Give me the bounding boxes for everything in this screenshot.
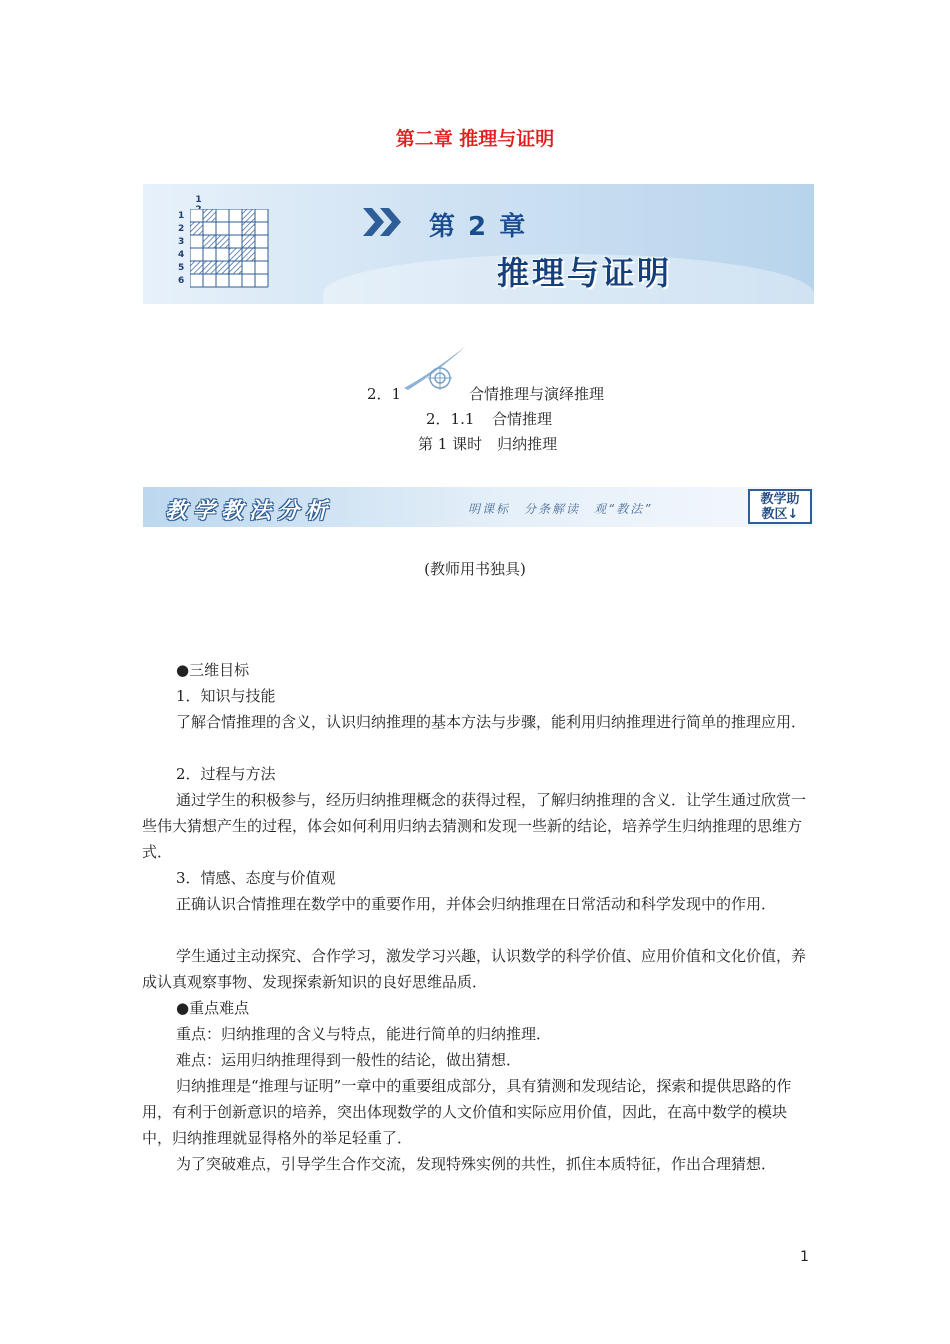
goal-3-text-2: 学生通过主动探究、合作学习，激发学习兴趣，认识数学的科学价值、应用价值和文化价值，养成认真观察事物、发现探索新知识的良好思维品质． — [142, 947, 807, 991]
chapter-title: 第二章 推理与证明 — [395, 128, 555, 150]
banner-chapter-label: 第 2 章 — [429, 212, 528, 242]
double-chevron-icon — [363, 204, 405, 240]
teacher-note: (教师用书独具) — [424, 560, 526, 578]
target-icon — [400, 344, 468, 394]
goal-2-title: 2．过程与方法 — [176, 765, 276, 783]
section-title: 合情推理与演绎推理 — [469, 385, 605, 403]
teaching-aid-box: 教学助 教区↓ — [748, 489, 812, 524]
analysis-bar-tagline: 明课标 分条解读 观“教法” — [468, 502, 653, 516]
banner-chapter-name: 推理与证明 — [497, 254, 673, 292]
goal-1-text: 了解合情推理的含义，认识归纳推理的基本方法与步骤，能利用归纳推理进行简单的推理应用． — [176, 713, 807, 731]
goal-3-title: 3．情感、态度与价值观 — [176, 869, 336, 887]
goal-1-title: 1．知识与技能 — [176, 687, 276, 705]
page-number: 1 — [800, 1249, 809, 1265]
grid-icon — [190, 209, 272, 289]
goal-2-text: 通过学生的积极参与，经历归纳推理概念的获得过程，了解归纳推理的含义．让学生通过欣赏一些伟大猜想产生的过程，体会如何利用归纳去猜测和发现一些新的结论，培养学生归纳推理的思维方式． — [142, 791, 807, 861]
heading-goals: ●三维目标 — [176, 661, 250, 679]
section-number: 2．1 — [367, 385, 402, 403]
chapter-banner — [143, 184, 814, 304]
key-point: 重点：归纳推理的含义与特点，能进行简单的归纳推理． — [176, 1025, 552, 1043]
heading-key-points: ●重点难点 — [176, 999, 250, 1017]
subsection-number: 2．1.1 — [426, 410, 475, 428]
grid-column-labels: 1 — [195, 195, 202, 205]
paragraph-induction: 归纳推理是“推理与证明”一章中的重要组成部分，具有猜测和发现结论，探索和提供思路的作用，有利于创新意识的培养，突出体现数学的人文价值和实际应用价值，因此，在高中数学的模块中，归纳推理就显得格外的举足轻重了． — [142, 1077, 792, 1147]
analysis-bar-title: 教学教法分析 — [165, 499, 334, 524]
difficult-point: 难点：运用归纳推理得到一般性的结论，做出猜想． — [176, 1051, 522, 1069]
subsection-title: 合情推理 — [492, 410, 553, 428]
lesson-title: 第 1 课时 归纳推理 — [418, 435, 558, 453]
analysis-bar — [143, 487, 814, 527]
grid-row-labels: 1 2 3 4 5 6 — [178, 211, 185, 286]
paragraph-breakthrough: 为了突破难点，引导学生合作交流，发现特殊实例的共性，抓住本质特征，作出合理猜想． — [176, 1155, 777, 1173]
goal-3-text-1: 正确认识合情推理在数学中的重要作用，并体会归纳推理在日常活动和科学发现中的作用． — [176, 895, 777, 913]
